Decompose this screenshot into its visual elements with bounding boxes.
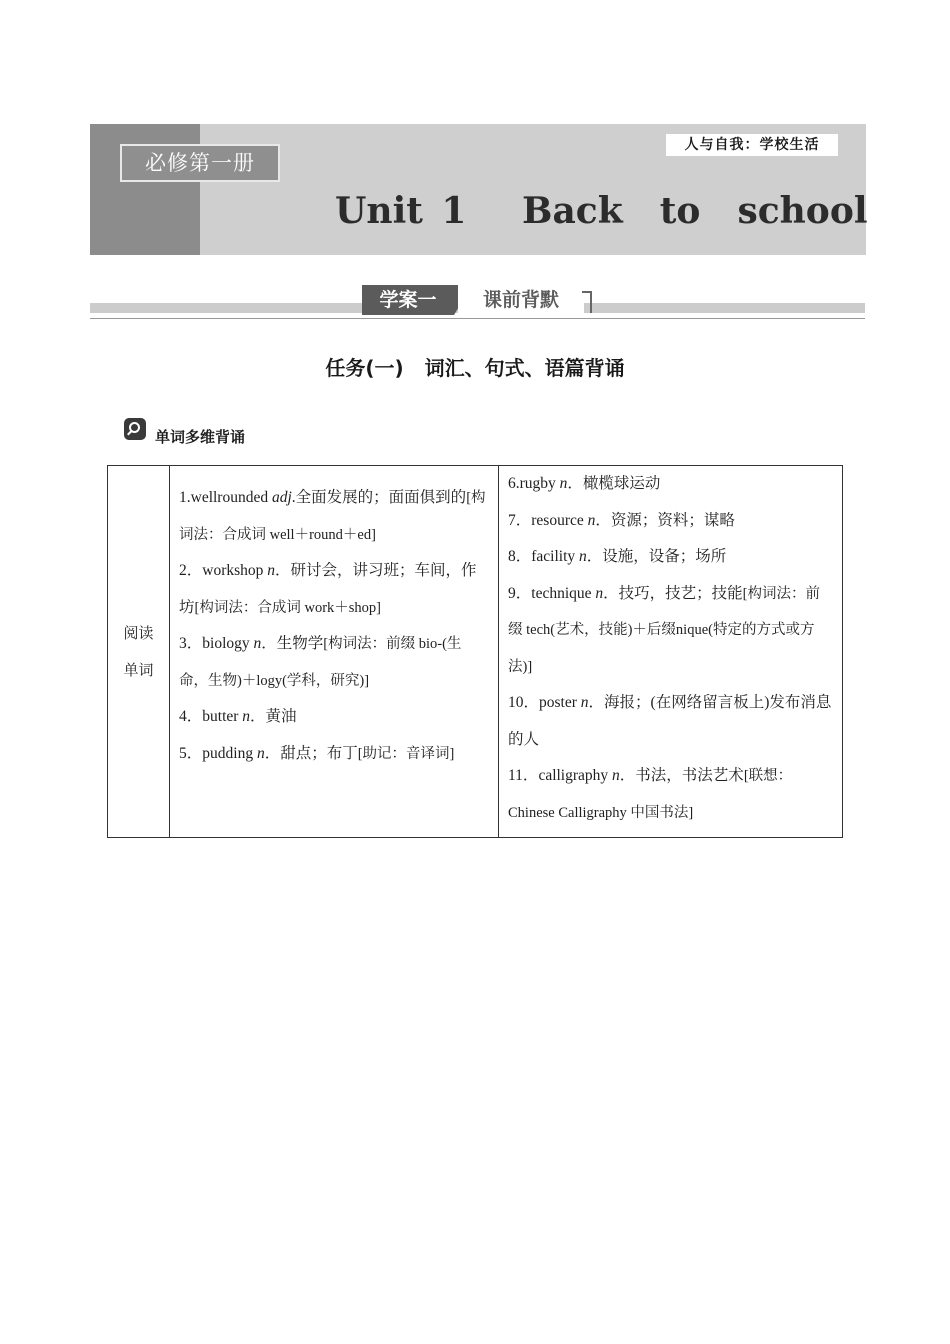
category-line: 单词 — [123, 660, 154, 679]
entry-word: pudding — [202, 744, 257, 762]
entry-word: biology — [202, 635, 254, 652]
unit-title: Unit 1 Back to school — [335, 190, 868, 232]
entry-number: 9． — [508, 584, 532, 602]
entry-meaning: ．研讨会，讲习班；车间，作坊 — [179, 562, 477, 616]
section-tab-left: 学案一 — [362, 285, 454, 315]
entry-number: 6. — [508, 475, 520, 492]
entry-number: 1. — [179, 489, 191, 506]
entry-number: 3． — [179, 635, 203, 652]
vocab-entry — [179, 736, 490, 773]
entry-meaning: ．橄榄球运动 — [567, 475, 661, 492]
entry-note: [构词法：前缀 tech(艺术，技能)＋后缀nique(特定的方式或方法)] — [508, 585, 821, 675]
right-entries-cell — [499, 466, 843, 838]
table-row — [108, 466, 843, 838]
subsection-label: 单词多维背诵 — [155, 428, 246, 446]
entry-meaning: ．生物学 — [261, 635, 324, 652]
entry-meaning: .全面发展的；面面俱到的 — [291, 489, 467, 506]
entry-note: [构词法：前缀 bio-(生命，生物)＋logy(学科，研究)] — [179, 636, 462, 689]
entry-pos: n — [580, 694, 589, 711]
entry-word: resource — [531, 511, 588, 529]
vocab-entry — [508, 539, 834, 576]
entry-pos: n — [595, 584, 604, 602]
entry-note: [助记：音译词] — [357, 745, 455, 762]
entry-pos: n — [253, 635, 262, 652]
entry-pos: n — [256, 744, 265, 762]
entry-pos: n — [587, 511, 596, 529]
entry-word: rugby — [519, 475, 560, 492]
entry-word: technique — [531, 584, 596, 602]
entry-pos: adj — [271, 489, 292, 506]
vocab-entry — [179, 699, 490, 736]
section-divider-thin — [90, 318, 865, 319]
entry-meaning: ．黄油 — [250, 708, 297, 725]
entry-number: 7． — [508, 511, 532, 529]
entry-note: [构词法：合成词 work＋shop] — [194, 599, 381, 616]
entry-pos: n — [559, 475, 568, 492]
entry-meaning: ．甜点；布丁 — [264, 744, 358, 762]
entry-number: 10． — [508, 694, 540, 711]
entry-pos: n — [579, 548, 587, 565]
vocab-entry — [179, 626, 490, 699]
entry-word: wellrounded — [190, 489, 272, 506]
entry-word: poster — [539, 694, 581, 711]
vocab-entry — [508, 685, 834, 758]
vocab-entry — [508, 466, 834, 503]
entry-word: calligraphy — [538, 767, 613, 784]
entry-pos: n — [612, 767, 620, 784]
entry-meaning: ．设施，设备；场所 — [586, 548, 727, 565]
entry-number: 11． — [508, 767, 539, 784]
entry-meaning: ．海报；(在网络留言板上)发布消息的人 — [508, 694, 832, 748]
entry-number: 5． — [179, 744, 203, 762]
entry-number: 2． — [179, 562, 203, 579]
magnifier-icon — [124, 418, 146, 440]
entry-meaning: ．技巧，技艺；技能 — [603, 584, 743, 602]
section-tab — [362, 285, 594, 315]
vocabulary-table — [107, 465, 843, 838]
left-entries-cell — [170, 466, 499, 838]
entry-number: 8． — [508, 548, 532, 565]
vocab-entry — [179, 480, 490, 553]
category-cell — [108, 466, 170, 838]
entry-note: [联想：Chinese Calligraphy 中国书法] — [508, 768, 793, 821]
section-tab-right: 课前背默 — [458, 285, 584, 315]
entry-word: workshop — [202, 562, 268, 579]
entry-word: butter — [202, 708, 243, 725]
entry-word: facility — [531, 548, 580, 565]
vocab-entry — [508, 758, 834, 831]
entry-note: [构词法：合成词 well＋round＋ed] — [179, 490, 486, 543]
vocab-entry — [179, 553, 490, 626]
vocab-entry — [508, 503, 834, 540]
unit-banner — [90, 124, 866, 255]
entry-meaning: ．书法，书法艺术 — [619, 767, 744, 784]
entry-meaning: ．资源；资料；谋略 — [595, 511, 735, 529]
section-tab-corner — [582, 291, 592, 313]
entry-pos: n — [267, 562, 276, 579]
category-line: 阅读 — [123, 623, 154, 642]
entry-number: 4． — [179, 708, 203, 725]
vocab-entry — [508, 576, 834, 686]
task-title: 任务(一) 词汇、句式、语篇背诵 — [325, 356, 625, 380]
book-label: 必修第一册 — [120, 144, 280, 182]
theme-tag: 人与自我：学校生活 — [666, 134, 838, 156]
entry-pos: n — [242, 708, 251, 725]
